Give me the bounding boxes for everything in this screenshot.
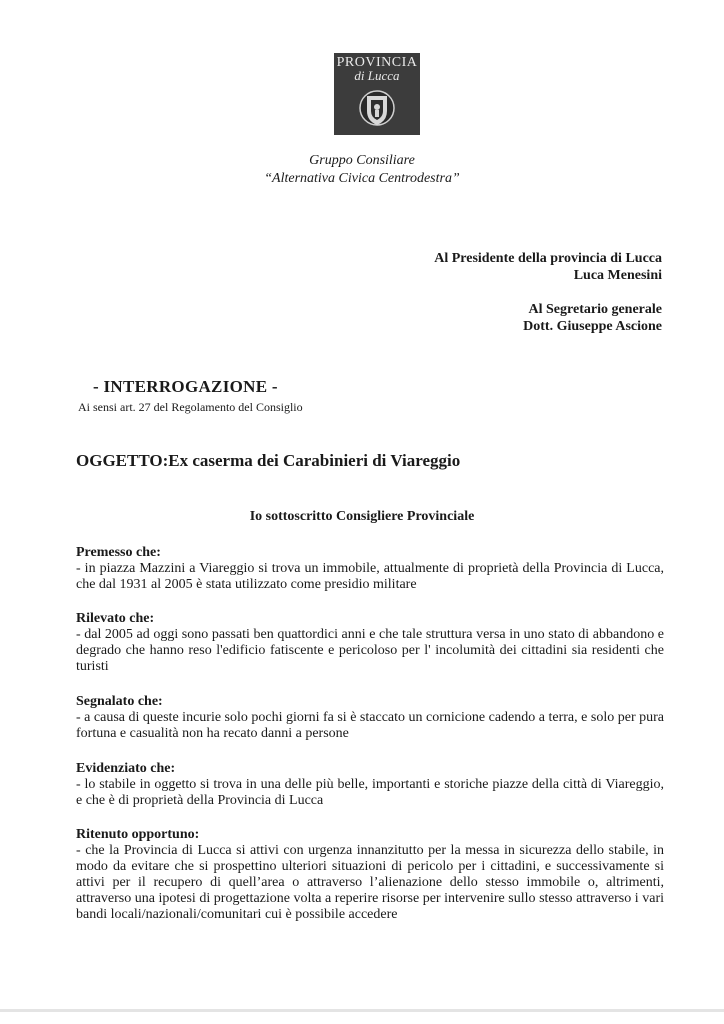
section-rilevato [76, 611, 664, 675]
group-subtitle: “Alternativa Civica Centrodestra” [264, 171, 460, 186]
signatory-line: Io sottoscritto Consigliere Provinciale [249, 509, 475, 524]
section-heading: Segnalato che: [76, 694, 163, 709]
section-text: - che la Provincia di Lucca si attivi con urgenza innanzitutto per la messa in sicurezza dello stabile, in modo da evitare che si prospettino ulteriori situazioni di pericolo per i cittadini, e successivamente si attivi per il recupero di quell’area o attraverso l’alienazione dello stesso immobile o, altrimenti, attraverso una ipotesi di progettazione volta a reperire risorse per intervenire sullo stesso attraverso i vari bandi locali/nazionali/comunitari cui è possibile accedere [76, 843, 664, 922]
subject-line: OGGETTO:Ex caserma dei Carabinieri di Viareggio [76, 451, 461, 470]
group-name: Gruppo Consiliare [309, 153, 415, 168]
section-heading: Evidenziato che: [76, 761, 176, 776]
scan-edge-divider [0, 1009, 724, 1012]
section-heading: Premesso che: [76, 545, 161, 560]
document-type: - INTERROGAZIONE - [93, 377, 278, 396]
recipient-line: Al Segretario generale [528, 302, 662, 317]
section-text: - in piazza Mazzini a Viareggio si trova un immobile, attualmente di proprietà della Provincia di Lucca, che dal 1931 al 2005 è stata utilizzato come presidio militare [76, 561, 664, 592]
logo-title: PROVINCIA [336, 55, 418, 70]
logo-subtitle: di Lucca [354, 68, 400, 83]
section-segnalato [76, 694, 664, 742]
legal-reference: Ai sensi art. 27 del Regolamento del Consiglio [78, 400, 303, 414]
section-heading: Rilevato che: [76, 611, 155, 626]
recipient-line: Al Presidente della provincia di Lucca [434, 251, 662, 266]
section-text: - dal 2005 ad oggi sono passati ben quattordici anni e che tale struttura versa in uno stato di abbandono e degrado che hanno reso l'edificio fatiscente e pericoloso per l' incolumità dei cittadini sia residenti che turisti [76, 627, 664, 674]
section-premesso [76, 545, 664, 593]
section-ritenuto [76, 827, 664, 923]
section-text: - lo stabile in oggetto si trova in una delle più belle, importanti e storiche piazze della città di Viareggio, e che è di proprietà della Provincia di Lucca [76, 777, 664, 808]
section-heading: Ritenuto opportuno: [76, 827, 200, 842]
recipient-name: Dott. Giuseppe Ascione [523, 319, 662, 334]
recipient-name: Luca Menesini [573, 268, 662, 283]
provincia-logo [334, 53, 420, 135]
crest-icon [358, 85, 396, 131]
section-evidenziato [76, 761, 664, 809]
section-text: - a causa di queste incurie solo pochi giorni fa si è staccato un cornicione cadendo a terra, e solo per pura fortuna e casualità non ha recato danni a persone [76, 710, 664, 741]
